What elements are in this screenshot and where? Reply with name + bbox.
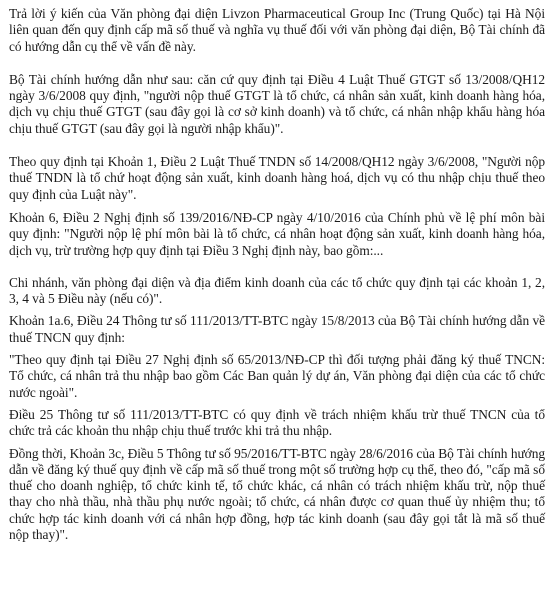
paragraph-cit-law: Theo quy định tại Khoản 1, Điều 2 Luật Thuế TNDN số 14/2008/QH12 ngày 3/6/2008, "Người nộp thuế TNDN là tổ chứ hoạt động sản xuất, kinh doanh hàng hoá, dịch vụ có thu nhập chịu thuế theo quy định của Luật này". — [9, 154, 545, 202]
paragraph-decree-65-quote: "Theo quy định tại Điều 27 Nghị định số 65/2013/NĐ-CP thì đối tượng phải đăng ký thuế TNCN: Tổ chức, cá nhân trả thu nhập bao gồm Các Ban quản lý dự án, Văn phòng đại diện của các tổ chức nước ngoài". — [9, 352, 545, 400]
paragraph-intro: Trả lời ý kiến của Văn phòng đại diện Livzon Pharmaceutical Group Inc (Trung Quốc) tại Hà Nội liên quan đến quy định cấp mã số thuế và nghĩa vụ thuế đối với văn phòng đại diện, Bộ Tài chính đã có hướng dẫn cụ thể về vấn đề này. — [9, 6, 545, 54]
paragraph-circular-95: Đồng thời, Khoản 3c, Điều 5 Thông tư số 95/2016/TT-BTC ngày 28/6/2016 của Bộ Tài chính hướng dẫn về đăng ký thuế quy định về cấp mã số thuế trong một số trường hợp cụ thể, theo đó, "cấp mã số thuế cho doanh nghiệp, tổ chức kinh tế, tổ chức khác, cá nhân có trách nhiệm khấu trừ, nộp thuế thay cho nhà thầu, nhà thầu phụ nước ngoài; tổ chức, cá nhân được cơ quan thuế ủy nhiệm thu; tổ chức hợp tác kinh doanh với cá nhân hợp đồng, hợp tác kinh doanh (sau đây gọi tắt là mã số thuế nộp thay)". — [9, 445, 545, 543]
paragraph-license-fee-decree: Khoản 6, Điều 2 Nghị định số 139/2016/NĐ-CP ngày 4/10/2016 của Chính phủ về lệ phí môn bài quy định: "Người nộp lệ phí môn bài là tổ chức, cá nhân hoạt động sản xuất, kinh doanh hàng hóa, dịch vụ, trừ trường hợp quy định tại Điều 3 Nghị định này, bao gồm:... — [9, 209, 545, 258]
paragraph-branches: Chi nhánh, văn phòng đại diện và địa điểm kinh doanh của các tổ chức quy định tại các khoản 1, 2, 3, 4 và 5 Điều này (nếu có)". — [9, 274, 545, 307]
paragraph-article-25: Điều 25 Thông tư số 111/2013/TT-BTC có quy định về trách nhiệm khấu trừ thuế TNCN của tổ chức trả các khoản thu nhập chịu thuế trước khi trả thu nhập. — [9, 406, 545, 439]
paragraph-vat-law: Bộ Tài chính hướng dẫn như sau: căn cứ quy định tại Điều 4 Luật Thuế GTGT số 13/2008/QH12 ngày 3/6/2008 quy định, "người nộp thuế GTGT là tổ chức, cá nhân sản xuất, kinh doanh hàng hóa, dịch vụ chịu thuế GTGT (sau đây gọi là cơ sở kinh doanh) và tổ chức, cá nhân nhập khẩu hàng hóa chịu thuế GTGT (sau đây gọi là người nhập khẩu)". — [9, 71, 545, 136]
paragraph-circular-111: Khoản 1a.6, Điều 24 Thông tư số 111/2013/TT-BTC ngày 15/8/2013 của Bộ Tài chính hướng dẫn về thuế TNCN quy định: — [9, 313, 545, 345]
document-body — [9, 6, 545, 543]
